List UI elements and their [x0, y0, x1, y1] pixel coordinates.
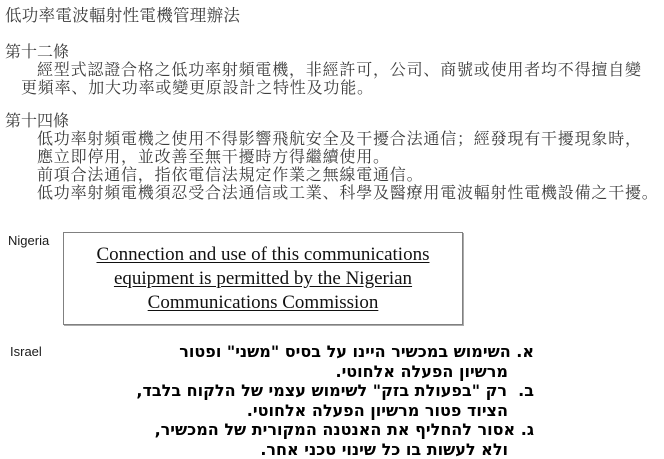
hebrew-clause-a-continuation: מרשיון הפעלה אלחוטי.	[58, 362, 534, 382]
nigeria-notice-box	[63, 232, 463, 325]
article-14-heading: 第十四條	[5, 111, 664, 130]
hebrew-clause-c-line: ג. אסור להחליף את האנטנה המקורית של המכשיר,	[58, 420, 534, 440]
article-14-line: 前項合法通信，指依電信法規定作業之無線電通信。	[5, 166, 664, 184]
hebrew-clause-b-line: ב. רק "בפעולת בזק" לשימוש עצמי של הלקוח בלבד,	[58, 381, 534, 401]
chinese-regulation-section	[0, 0, 664, 202]
hebrew-clause-a-line: א. השימוש במכשיר היינו על בסיס "משני" ופטור	[58, 342, 534, 362]
hebrew-clause-c-continuation: ולא לעשות בו כל שינוי טכני אחר.	[58, 440, 534, 459]
article-12-line: 更頻率、加大功率或變更原設計之特性及功能。	[5, 79, 664, 97]
article-14-line: 低功率射頻電機須忍受合法通信或工業、科學及醫療用電波輻射性電機設備之干擾。	[5, 184, 664, 202]
article-12-heading: 第十二條	[5, 42, 664, 61]
hebrew-regulation-text	[58, 342, 534, 459]
israel-label: Israel	[10, 342, 58, 359]
article-12-line: 經型式認證合格之低功率射頻電機，非經許可，公司、商號或使用者均不得擅自變	[5, 61, 664, 79]
regulation-title: 低功率電波輻射性電機管理辦法	[5, 6, 664, 26]
nigeria-notice-line: Connection and use of this communications	[76, 243, 450, 267]
nigeria-notice-row	[8, 232, 664, 325]
nigeria-notice-line: Communications Commission	[76, 291, 450, 315]
nigeria-label: Nigeria	[8, 232, 63, 248]
article-14-line: 低功率射頻電機之使用不得影響飛航安全及干擾合法通信；經發現有干擾現象時，	[5, 130, 664, 148]
article-14-line: 應立即停用，並改善至無干擾時方得繼續使用。	[5, 148, 664, 166]
hebrew-clause-b-continuation: הציוד פטור מרשיון הפעלה אלחוטי.	[58, 401, 534, 421]
israel-notice-row	[10, 342, 664, 459]
nigeria-notice-line: equipment is permitted by the Nigerian	[76, 267, 450, 291]
